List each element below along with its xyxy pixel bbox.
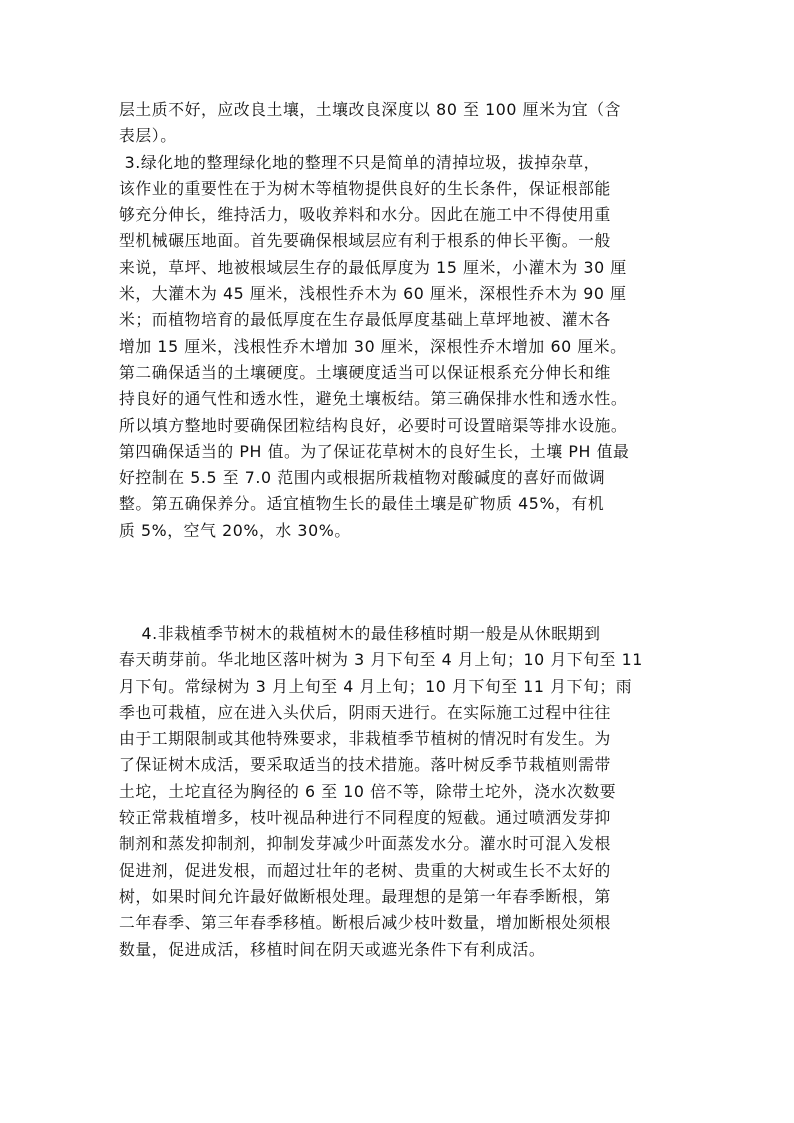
text-line: 由于工期限制或其他特殊要求，非栽植季节植树的情况时有发生。为: [119, 729, 611, 749]
paragraph-green-land-preparation: [119, 97, 684, 544]
text-line: 整。第五确保养分。适宜植物生长的最佳土壤是矿物质 45%，有机: [119, 494, 605, 514]
text-line: 增加 15 厘米，浅根性乔木增加 30 厘米，深根性乔木增加 60 厘米。: [119, 336, 627, 356]
text-line: 春天萌芽前。华北地区落叶树为 3 月下旬至 4 月上旬；10 月下旬至 11: [119, 650, 643, 670]
text-line: 持良好的通气性和透水性，避免土壤板结。第三确保排水性和透水性。: [119, 389, 628, 409]
text-line: 二年春季、第三年春季移植。断根后减少枝叶数量，增加断根处须根: [119, 913, 611, 933]
text-line: 数量，促进成活，移植时间在阴天或遮光条件下有利成活。: [119, 939, 546, 959]
text-line: 型机械碾压地面。首先要确保根域层应有利于根系的伸长平衡。一般: [119, 231, 611, 251]
text-line: 第二确保适当的土壤硬度。土壤硬度适当可以保证根系充分伸长和维: [119, 362, 611, 382]
text-line: 米；而植物培育的最低厚度在生存最低厚度基础上草坪地被、灌木各: [119, 310, 611, 330]
text-line: 所以填方整地时要确保团粒结构良好，必要时可设置暗渠等排水设施。: [119, 415, 628, 435]
text-line: 表层）。: [119, 126, 177, 146]
text-line: 来说，草坪、地被根域层生存的最低厚度为 15 厘米，小灌木为 30 厘: [119, 257, 627, 277]
text-line: 制剂和蒸发抑制剂，抑制发芽减少叶面蒸发水分。灌水时可混入发根: [119, 834, 611, 854]
text-line: 4.非栽植季节树木的栽植树木的最佳移植时期一般是从休眠期到: [119, 624, 601, 643]
text-line: 较正常栽植增多，枝叶视品种进行不同程度的短截。通过喷洒发芽抑: [119, 808, 611, 828]
text-line: 促进剂，促进发根，而超过壮年的老树、贵重的大树或生长不太好的: [119, 860, 611, 880]
text-line: 土坨，土坨直径为胸径的 6 至 10 倍不等，除带土坨外，浇水次数要: [119, 781, 617, 801]
paragraph-off-season-planting: [119, 621, 684, 963]
text-line: 季也可栽植，应在进入头伏后，阴雨天进行。在实际施工过程中往往: [119, 702, 611, 722]
text-line: 质 5%，空气 20%，水 30%。: [119, 520, 351, 540]
text-line: 米，大灌木为 45 厘米，浅根性乔木为 60 厘米，深根性乔木为 90 厘: [119, 284, 627, 304]
text-line: 月下旬。常绿树为 3 月上旬至 4 月上旬；10 月下旬至 11 月下旬；雨: [119, 676, 633, 696]
text-line: 第四确保适当的 PH 值。为了保证花草树木的良好生长，土壤 PH 值最: [119, 441, 630, 461]
text-line: 该作业的重要性在于为树木等植物提供良好的生长条件，保证根部能: [119, 178, 611, 198]
text-line: 树，如果时间允许最好做断根处理。最理想的是第一年春季断根，第: [119, 886, 611, 906]
text-line: 够充分伸长，维持活力，吸收养料和水分。因此在施工中不得使用重: [119, 205, 611, 225]
text-line: 了保证树木成活，要采取适当的技术措施。落叶树反季节栽植则需带: [119, 755, 611, 775]
text-line: 层土质不好，应改良土壤，土壤改良深度以 80 至 100 厘米为宜（含: [119, 100, 622, 119]
text-line: 好控制在 5.5 至 7.0 范围内或根据所栽植物对酸碱度的喜好而做调: [119, 468, 606, 488]
text-line: 3.绿化地的整理绿化地的整理不只是简单的清掉垃圾，拔掉杂草，: [119, 152, 601, 172]
